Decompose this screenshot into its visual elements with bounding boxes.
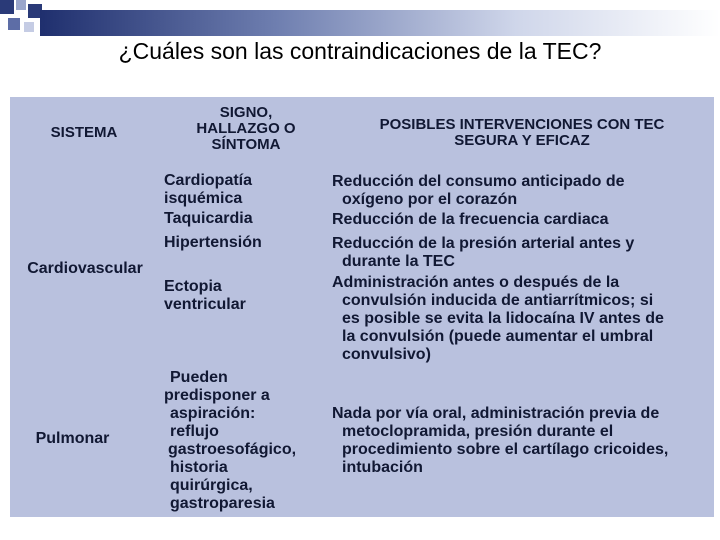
signo-line: reflujo xyxy=(170,423,219,440)
intervencion-line: la convulsión (puede aumentar el umbral xyxy=(342,328,654,345)
signo-line: aspiración: xyxy=(170,405,256,422)
corner-square-dark xyxy=(0,0,14,14)
intervencion-line: es posible se evita la lidocaína IV antes de xyxy=(342,310,664,327)
corner-square-faint xyxy=(24,22,34,32)
intervencion-line: intubación xyxy=(342,459,423,476)
intervencion-line: convulsivo) xyxy=(342,346,431,363)
intervencion-pulmonar xyxy=(332,405,714,477)
header-intervenciones-line: POSIBLES INTERVENCIONES CON TEC xyxy=(379,116,665,133)
intervencion-line: convulsión inducida de antiarrítmicos; si xyxy=(342,292,654,309)
header-signo-line: SÍNTOMA xyxy=(211,136,281,153)
signo-line: isquémica xyxy=(164,190,243,207)
sistema-label: Pulmonar xyxy=(35,430,110,447)
signo-line: gastroesofágico, xyxy=(168,441,297,458)
header-signo xyxy=(162,105,330,153)
intervencion-line: Reducción de la frecuencia cardiaca xyxy=(332,211,609,228)
intervencion-line: Administración antes o después de la xyxy=(332,274,620,291)
intervencion-presion xyxy=(332,235,712,271)
header-band xyxy=(40,10,720,36)
header-signo-line: SIGNO, xyxy=(219,104,273,121)
header-sistema-label: SISTEMA xyxy=(50,124,118,141)
intervencion-antiarritmicos xyxy=(332,274,714,364)
row-sistema-pulmonar xyxy=(10,430,135,448)
header-signo-line: HALLAZGO O xyxy=(196,120,296,137)
intervencion-line: Reducción de la presión arterial antes y xyxy=(332,235,635,252)
intervencion-line: metoclopramida, presión durante el xyxy=(342,423,614,440)
header-sistema xyxy=(10,125,158,141)
signo-taquicardia xyxy=(164,210,329,228)
intervencion-frecuencia xyxy=(332,211,712,229)
signo-line: quirúrgica, xyxy=(170,477,253,494)
signo-line: Taquicardia xyxy=(164,210,253,227)
signo-ectopia xyxy=(164,278,329,314)
signo-line: Pueden xyxy=(170,369,228,386)
signo-line: Hipertensión xyxy=(164,234,262,251)
intervencion-line: Nada por vía oral, administración previa de xyxy=(332,405,660,422)
intervencion-line: oxígeno por el corazón xyxy=(342,191,518,208)
intervencion-consumo-oxigeno xyxy=(332,173,712,209)
intervencion-line: durante la TEC xyxy=(342,253,455,270)
corner-square-light xyxy=(16,0,26,10)
signo-hipertension xyxy=(164,234,329,252)
signo-line: Ectopia xyxy=(164,278,222,295)
corner-square-small xyxy=(8,18,20,30)
signo-line: ventricular xyxy=(164,296,246,313)
signo-line: historia xyxy=(170,459,228,476)
header-intervenciones-line: SEGURA Y EFICAZ xyxy=(454,132,590,149)
signo-line: predisponer a xyxy=(164,387,270,404)
signo-cardiopatia xyxy=(164,172,329,208)
intervencion-line: procedimiento sobre el cartílago cricoides, xyxy=(342,441,669,458)
signo-pulmonar xyxy=(164,369,329,513)
slide-title: ¿Cuáles son las contraindicaciones de la TEC? xyxy=(118,38,602,64)
row-sistema-cardiovascular xyxy=(10,260,160,278)
contraindications-table xyxy=(10,97,714,517)
header-intervenciones xyxy=(332,117,712,149)
signo-line: gastroparesia xyxy=(170,495,275,512)
signo-line: Cardiopatía xyxy=(164,172,253,189)
intervencion-line: Reducción del consumo anticipado de xyxy=(332,173,625,190)
sistema-label: Cardiovascular xyxy=(27,260,143,277)
